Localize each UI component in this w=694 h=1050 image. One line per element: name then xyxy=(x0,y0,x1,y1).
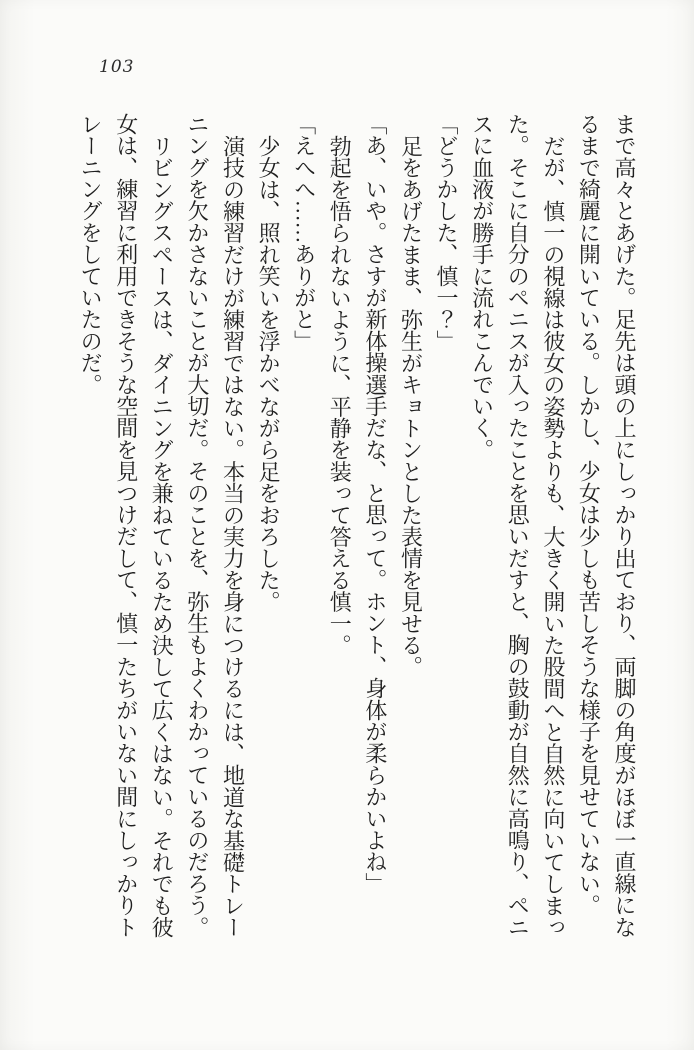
text-line: 演技の練習だけが練習ではない。本当の実力を身につけるには、地道な基礎トレー xyxy=(220,135,246,938)
text-line: るまで綺麗に開いている。しかし、少女は少しも苦しそうな様子を見せていない。 xyxy=(576,113,602,916)
text-line: 「どうかした、慎一？」 xyxy=(434,113,460,352)
text-line: リビングスペースは、ダイニングを兼ねているため決して広くはない。それでも彼 xyxy=(149,135,175,938)
page-number: 103 xyxy=(99,57,135,77)
text-line: 女は、練習に利用できそうな空間を見つけだして、慎一たちがいない間にしっかりト xyxy=(113,113,139,938)
text-line: ニングを欠かさないことが大切だ。そのことを、弥生もよくわかっているのだろう。 xyxy=(184,113,210,938)
text-line: 勃起を悟られないように、平静を装って答える慎一。 xyxy=(327,135,353,656)
text-line: だが、慎一の視線は彼女の姿勢よりも、大きく開いた股間へと自然に向いてしまっ xyxy=(540,135,566,938)
text-line: 「えへへ……ありがと」 xyxy=(291,113,317,352)
text-line: レーニングをしていたのだ。 xyxy=(78,113,104,396)
text-line: た。そこに自分のペニスが入ったことを思いだすと、胸の鼓動が自然に高鳴り、ペニ xyxy=(505,113,531,938)
text-line: 少女は、照れ笑いを浮かべながら足をおろした。 xyxy=(256,135,282,613)
text-line: 「あ、いや。さすが新体操選手だな、と思って。ホント、身体が柔らかいよね」 xyxy=(362,113,388,895)
text-line: まで高々とあげた。足先は頭の上にしっかり出ており、両脚の角度がほぼ一直線にな xyxy=(612,113,637,938)
text-line: スに血液が勝手に流れこんでいく。 xyxy=(469,113,495,461)
text-area xyxy=(72,113,642,945)
text-line: 足をあげたまま、弥生がキョトンとした表情を見せる。 xyxy=(398,135,424,678)
